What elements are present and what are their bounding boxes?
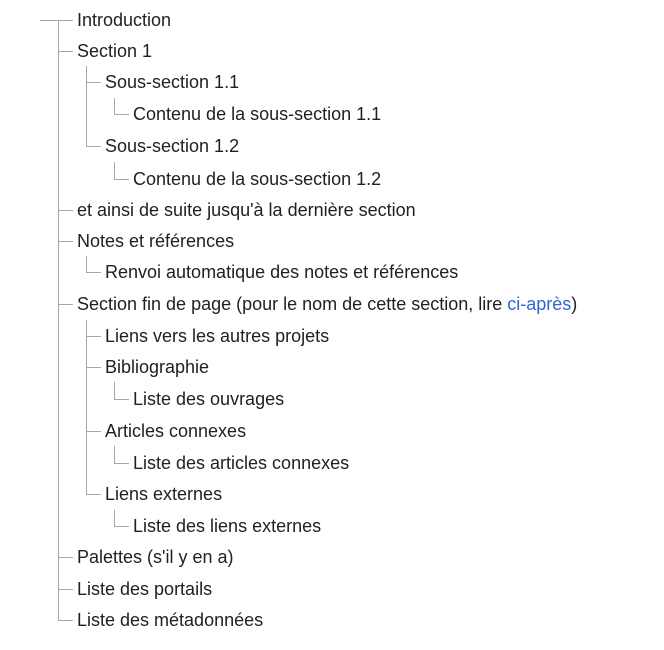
tree-item-articles-connexes: Articles connexes <box>105 421 247 441</box>
item-connector-line <box>114 463 129 464</box>
tree-branch-line <box>86 66 87 146</box>
item-connector-line <box>58 304 73 305</box>
tree-item-section-fin-de-page <box>77 293 577 315</box>
item-connector-line <box>86 431 101 432</box>
item-connector-line <box>58 589 73 590</box>
item-connector-line <box>86 146 101 147</box>
tree-branch-line <box>114 382 115 399</box>
item-connector-line <box>114 179 129 180</box>
tree-item-liste-des-portails: Liste des portails <box>77 579 213 599</box>
tree-item-renvoi-automatique: Renvoi automatique des notes et références <box>105 262 459 282</box>
item-connector-line <box>86 367 101 368</box>
tree-item-bibliographie: Bibliographie <box>105 357 210 377</box>
tree-item-liste-articles-connexes: Liste des articles connexes <box>133 453 350 473</box>
item-connector-line <box>86 494 101 495</box>
item-connector-line <box>114 526 129 527</box>
item-connector-line <box>114 114 129 115</box>
tree-item-et-ainsi-de-suite: et ainsi de suite jusqu'à la dernière section <box>77 200 416 220</box>
ci-apres-link[interactable]: ci-après <box>507 294 572 314</box>
tree-item-sous-section-1-2: Sous-section 1.2 <box>105 136 240 156</box>
item-connector-line <box>86 272 101 273</box>
tree-root-stub-line <box>40 20 59 21</box>
item-connector-line <box>58 51 73 52</box>
tree-item-contenu-1-1: Contenu de la sous-section 1.1 <box>133 104 382 124</box>
tree-item-notes-et-references: Notes et références <box>77 231 235 251</box>
section-fin-de-page-suffix: ) <box>571 294 578 314</box>
item-connector-line <box>58 210 73 211</box>
tree-item-section-1: Section 1 <box>77 41 153 61</box>
tree-item-liens-externes: Liens externes <box>105 484 223 504</box>
tree-branch-line <box>114 162 115 179</box>
item-connector-line <box>114 399 129 400</box>
tree-item-liste-des-ouvrages: Liste des ouvrages <box>133 389 285 409</box>
section-fin-de-page-text: Section fin de page (pour le nom de cette section, lire <box>77 294 508 314</box>
tree-item-contenu-1-2: Contenu de la sous-section 1.2 <box>133 169 382 189</box>
tree-branch-line <box>114 98 115 114</box>
tree-item-introduction: Introduction <box>77 10 172 30</box>
item-connector-line <box>58 557 73 558</box>
item-connector-line <box>58 620 73 621</box>
tree-trunk-line <box>58 20 59 620</box>
tree-item-liste-des-metadonnees: Liste des métadonnées <box>77 610 264 630</box>
tree-branch-line <box>86 256 87 272</box>
tree-branch-line <box>86 320 87 494</box>
item-connector-line <box>58 241 73 242</box>
tree-branch-line <box>114 446 115 463</box>
tree-item-palettes: Palettes (s'il y en a) <box>77 547 234 567</box>
tree-branch-line <box>114 510 115 526</box>
item-connector-line <box>86 82 101 83</box>
item-connector-line <box>86 336 101 337</box>
tree-item-liste-liens-externes: Liste des liens externes <box>133 516 322 536</box>
tree-item-sous-section-1-1: Sous-section 1.1 <box>105 72 240 92</box>
item-connector-line <box>58 20 73 21</box>
tree-item-liens-autres-projets: Liens vers les autres projets <box>105 326 330 346</box>
